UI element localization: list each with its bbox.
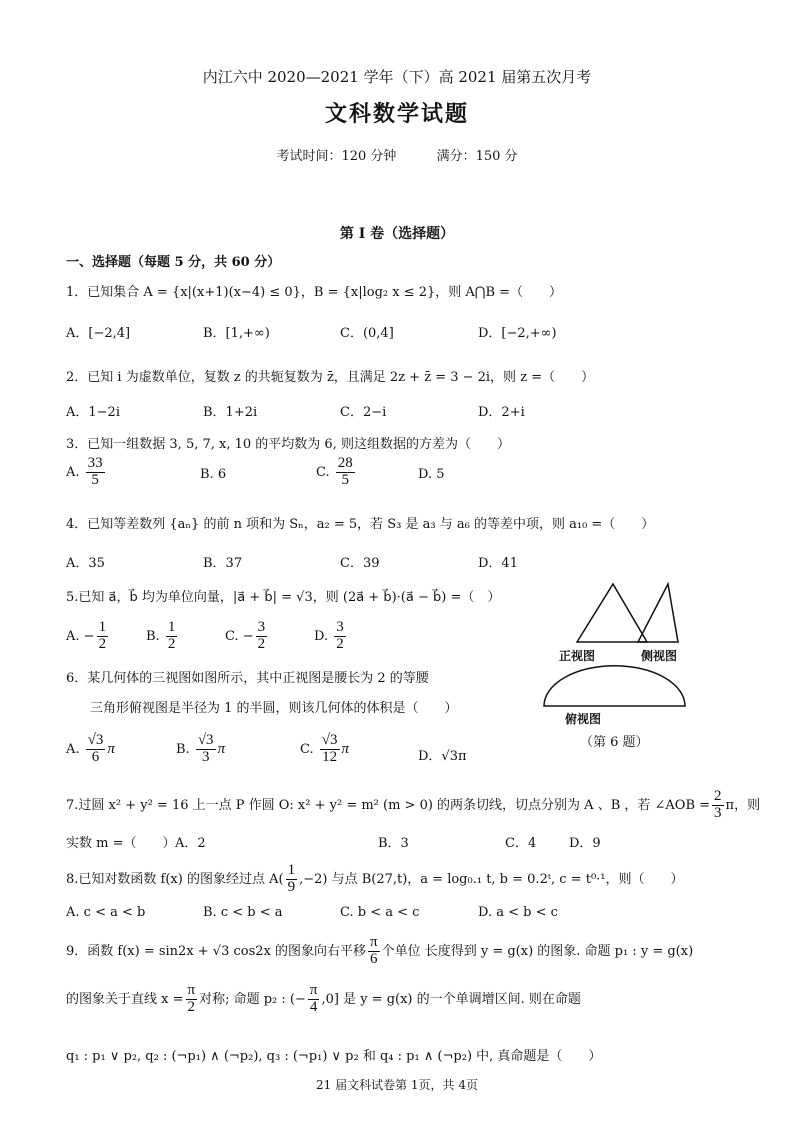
- q9-axis-den: 2: [187, 998, 196, 1015]
- q4-option-c: C．39: [340, 556, 380, 571]
- question-7-line-1: [66, 789, 760, 822]
- q7-line-1-text: 7.过圆 x² + y² = 16 上一点 P 作圆 O: x² + y² = m² (m > 0) 的两条切线，切点分别为 A 、B ，若 ∠AOB =: [66, 797, 711, 813]
- question-2-text: 2．已知 i 为虚数单位，复数 z 的共轭复数为 z̄，且满足 2z + z̄ = 3 − 2i，则 z =（ ）: [66, 370, 595, 385]
- question-3-text: 3．已知一组数据 3, 5, 7, x, 10 的平均数为 6, 则这组数据的方差为（ ）: [66, 437, 510, 452]
- q9-interval-den: 4: [309, 998, 318, 1015]
- q5-option-c-sign: −: [242, 628, 254, 644]
- question-9-line-3: q₁ : p₁ ∨ p₂, q₂ : (¬p₁) ∧ (¬p₂), q₃ : (¬p₁) ∨ p₂ 和 q₄ : p₁ ∧ (¬p₂) 中, 真命题是（ ）: [66, 1049, 602, 1064]
- q5-option-b: [146, 620, 179, 653]
- q1-option-a: A．[−2,4]: [66, 326, 131, 341]
- question-8-text: [66, 863, 684, 896]
- q7-option-d: D．9: [569, 836, 601, 851]
- q8-option-b: B. c < b < a: [203, 905, 283, 920]
- front-view-triangle: [577, 584, 647, 642]
- three-view-figure: [535, 578, 715, 753]
- q6-option-c-fraction: [320, 733, 340, 766]
- q5-option-c-fraction: [256, 620, 268, 653]
- question-5-text: 5.已知 a⃗，b⃗ 均为单位向量，|a⃗ + b⃗| = √3，则 (2a⃗ + b⃗)·(a⃗ − b⃗) =（ ）: [66, 590, 501, 605]
- q5-option-a-sign: −: [83, 628, 95, 644]
- q5-option-d-label: D.: [314, 628, 329, 644]
- q1-option-c: C．(0,4]: [340, 326, 394, 341]
- q3-option-c-label: C.: [316, 464, 330, 480]
- q5-option-a-den: 2: [98, 635, 107, 652]
- q7-angle-fraction: [712, 789, 724, 822]
- question-7-line-2: 实数 m =（ ）: [66, 836, 176, 851]
- q6-option-a-num: √3: [87, 732, 104, 748]
- q8-option-c: C. b < a < c: [340, 905, 420, 920]
- q7-angle-num: 2: [714, 788, 722, 804]
- figure-caption: （第 6 题）: [580, 735, 649, 750]
- q6-option-b-fraction: [196, 733, 216, 766]
- section-title: 第 I 卷（选择题）: [339, 226, 455, 242]
- page-footer: 21 届文科试卷第 1页，共 4页: [316, 1078, 478, 1092]
- q3-option-a-num: 33: [87, 455, 103, 471]
- q6-option-d: D．√3π: [418, 749, 467, 764]
- q8-point-den: 9: [287, 878, 296, 895]
- q9-shift-num: π: [370, 934, 378, 950]
- q5-option-a-fraction: [97, 620, 109, 653]
- q6-option-a-fraction: [86, 733, 106, 766]
- question-6-line-1: 6．某几何体的三视图如图所示，其中正视图是腰长为 2 的等腰: [66, 671, 429, 686]
- q7-line-1-tail: π，则: [725, 797, 761, 813]
- q6-option-b: [176, 733, 225, 766]
- q6-option-c-den: 12: [322, 748, 338, 765]
- q8-text-tail: ,−2) 与点 B(27,t)，a = log₀.₁ t, b = 0.2ᵗ, c = t⁰·¹，则（ ）: [299, 871, 684, 887]
- top-view-label: 俯视图: [565, 712, 602, 726]
- q4-option-d: D．41: [478, 556, 518, 571]
- q9-line-1-tail: 个单位 长度得到 y = g(x) 的图象. 命题 p₁ : y = g(x): [381, 943, 694, 959]
- q6-option-a-den: 6: [91, 748, 100, 765]
- q6-option-b-den: 3: [201, 748, 210, 765]
- q5-option-c-num: 3: [257, 619, 266, 635]
- q5-option-b-num: 1: [167, 619, 176, 635]
- q3-option-a-fraction: [86, 456, 105, 489]
- q4-option-a: A．35: [66, 556, 105, 571]
- q9-shift-den: 6: [370, 950, 378, 967]
- q9-axis-num: π: [187, 982, 196, 998]
- q5-option-a-label: A.: [66, 628, 80, 644]
- q2-option-a: A．1−2i: [66, 405, 120, 420]
- q5-option-a: [66, 620, 110, 653]
- q5-option-d: [314, 620, 348, 653]
- q5-option-b-fraction: [166, 620, 178, 653]
- question-1-text: 1．已知集合 A = {x|(x+1)(x−4) ≤ 0}，B = {x|log₂ x ≤ 2}，则 A⋂B =（ ）: [66, 285, 563, 300]
- q6-option-b-pi: π: [217, 740, 226, 757]
- exam-score: 满分：150 分: [436, 149, 518, 164]
- q9-interval-fraction: [308, 983, 320, 1016]
- side-view-triangle: [638, 584, 678, 642]
- q8-option-d: D. a < b < c: [478, 905, 558, 920]
- q1-option-d: D．[−2,+∞): [478, 326, 557, 341]
- q3-option-c: [316, 456, 357, 489]
- q5-option-b-label: B.: [146, 628, 160, 644]
- q5-option-c-den: 2: [257, 635, 266, 652]
- q6-option-b-num: √3: [197, 732, 214, 748]
- q9-line-2-head: 的图象关于直线 x =: [66, 991, 184, 1007]
- top-view-semicircle: [544, 666, 685, 706]
- school-header: 内江六中 2020—2021 学年（下）高 2021 届第五次月考: [202, 68, 592, 86]
- q8-point-num: 1: [287, 862, 296, 878]
- q7-option-c: C．4: [505, 836, 537, 851]
- exam-time: 考试时间：120 分钟: [276, 149, 397, 164]
- exam-meta: [0, 145, 794, 164]
- q5-option-d-num: 3: [336, 619, 344, 635]
- q1-option-b: B．[1,+∞): [203, 326, 270, 341]
- q6-option-a: [66, 733, 115, 766]
- q6-option-b-label: B.: [176, 741, 190, 757]
- q5-option-c-label: C.: [225, 628, 239, 644]
- q2-option-d: D．2+i: [478, 405, 525, 420]
- q2-option-b: B．1+2i: [203, 405, 258, 420]
- question-9-line-2: [66, 983, 581, 1016]
- q7-option-b: B．3: [378, 836, 409, 851]
- q8-point-fraction: [286, 863, 298, 896]
- q6-option-c: [300, 733, 349, 766]
- q6-option-c-pi: π: [341, 740, 350, 757]
- q7-option-a: A．2: [175, 836, 206, 851]
- page-title: 文科数学试题: [324, 101, 469, 127]
- q3-option-c-den: 5: [341, 471, 350, 488]
- q9-shift-fraction: [368, 935, 380, 968]
- q9-axis-fraction: [186, 983, 198, 1016]
- question-9-line-1: [66, 935, 693, 968]
- q3-option-d: D. 5: [418, 467, 445, 482]
- q3-option-a-den: 5: [91, 471, 99, 488]
- q3-option-a: [66, 456, 107, 489]
- q8-text-head: 8.已知对数函数 f(x) 的图象经过点 A(: [66, 871, 284, 887]
- q3-option-a-label: A.: [66, 464, 80, 480]
- question-6-line-2: 三角形俯视图是半径为 1 的半圆，则该几何体的体积是（ ）: [90, 701, 458, 716]
- q5-option-d-fraction: [334, 620, 346, 653]
- q9-interval-num: π: [309, 982, 318, 998]
- q5-option-b-den: 2: [167, 635, 176, 652]
- part-title: 一、选择题（每题 5 分，共 60 分）: [66, 255, 281, 270]
- q5-option-a-num: 1: [98, 619, 107, 635]
- q7-angle-den: 3: [714, 804, 722, 821]
- q6-option-c-label: C.: [300, 741, 314, 757]
- q9-line-1-head: 9．函数 f(x) = sin2x + √3 cos2x 的图象向右平移: [66, 943, 367, 959]
- side-view-label: 侧视图: [641, 649, 678, 663]
- q3-option-b: B. 6: [200, 467, 227, 482]
- q3-option-c-num: 28: [337, 455, 353, 471]
- q4-option-b: B．37: [203, 556, 243, 571]
- front-view-label: 正视图: [559, 649, 596, 663]
- q6-option-a-label: A.: [66, 741, 80, 757]
- q6-option-a-pi: π: [107, 740, 115, 757]
- q3-option-c-fraction: [336, 456, 355, 489]
- q9-line-2-tail: ,0] 是 y = g(x) 的一个单调增区间. 则在命题: [321, 991, 581, 1007]
- question-4-text: 4．已知等差数列 {aₙ} 的前 n 项和为 Sₙ，a₂ = 5，若 S₃ 是 a₃ 与 a₆ 的等差中项，则 a₁₀ =（ ）: [66, 517, 655, 532]
- q8-option-a: A. c < a < b: [66, 905, 146, 920]
- q5-option-c: [225, 620, 269, 653]
- q2-option-c: C．2−i: [340, 405, 387, 420]
- q6-option-c-num: √3: [321, 732, 338, 748]
- q5-option-d-den: 2: [336, 635, 344, 652]
- q9-line-2-mid: 对称; 命题 p₂ : (−: [199, 991, 306, 1007]
